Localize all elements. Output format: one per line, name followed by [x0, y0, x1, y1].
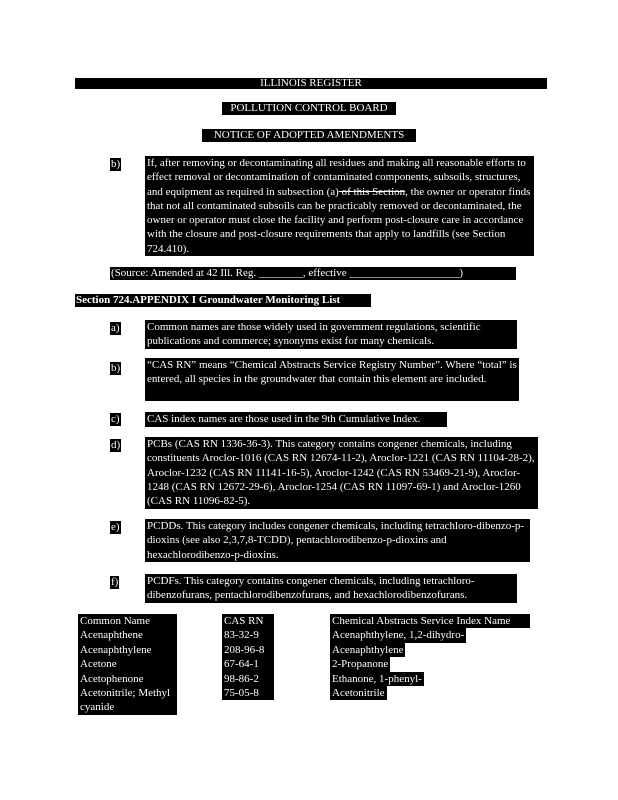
- appendix-item-e-text: PCDDs. This category includes congener chemicals, including tetrachloro-dibenzo-p-dioxins (see also 2,3,7,8-TCDD), pentachlorodibenzo-p-dioxins and hexachlorodibenzo-p-dioxins.: [145, 519, 530, 562]
- board-title-bar: [222, 102, 396, 115]
- table-column-cas-rn: [222, 614, 274, 700]
- table-cell-index-name: Acenaphthylene, 1,2-dihydro-: [332, 629, 465, 642]
- table-cell-common-name: Acetophenone: [78, 672, 177, 686]
- appendix-item-a-label: a): [111, 322, 120, 334]
- table-cell-cas-rn: 98-86-2: [222, 672, 274, 686]
- table-cell-cas-rn: 83-32-9: [222, 628, 274, 642]
- table-cell-index-name: Ethanone, 1-phenyl-: [332, 672, 422, 685]
- appendix-item-e-label: e): [111, 521, 120, 533]
- table-cell-cas-rn: 67-64-1: [222, 657, 274, 671]
- appendix-item-c-label: c): [111, 413, 120, 425]
- item-b1-text: If, after removing or decontaminating all residues and making all reasonable efforts to effect removal or decontamination of contaminated components, subsoils, structures, and equipment as required in subsection (a) of this Section, the owner or operator finds that not all contaminated subsoils can be practicably removed or decontaminated, the owner or operator must close the facility and perform post-closure care in accordance with the closure and post-closure requirements that apply to landfills (see Section 724.410).: [145, 156, 534, 256]
- source-line: (Source: Amended at 42 Ill. Reg. ________, effective ____________________): [110, 267, 516, 280]
- table-header-cas-rn: CAS RN: [222, 614, 274, 628]
- appendix-item-c-text: CAS index names are those used in the 9th Cumulative Index.: [145, 412, 447, 427]
- appendix-item-d-label: d): [111, 439, 121, 451]
- notice-title: NOTICE OF ADOPTED AMENDMENTS: [213, 129, 405, 141]
- appendix-item-b-text: “CAS RN” means “Chemical Abstracts Service Registry Number”. Where “total” is entered, all species in the groundwater that contain this element are included.: [145, 358, 519, 401]
- table-cell-cas-rn: 75-05-8: [222, 686, 274, 700]
- board-title: POLLUTION CONTROL BOARD: [230, 102, 388, 114]
- item-b1-label: b): [111, 158, 121, 170]
- register-title-bar: [75, 78, 547, 89]
- appendix-item-f-text: PCDFs. This category contains congener chemicals, including tetrachloro-dibenzofurans, pentachlorodibenzofurans, and hexachlorodibenzofurans.: [145, 574, 517, 603]
- table-header-common-name: Common Name: [78, 614, 177, 628]
- table-cell-cas-rn: 208-96-8: [222, 643, 274, 657]
- appendix-item-d-text: PCBs (CAS RN 1336-36-3). This category contains congener chemicals, including constituents Aroclor-1016 (CAS RN 12674-11-2), Aroclor-1221 (CAS RN 11104-28-2), Aroclor-1232 (CAS RN 11141-16-5), Aroclor-1242 (CAS RN 53469-21-9), Aroclor-1248 (CAS RN 12672-29-6), Aroclor-1254 (CAS RN 11097-69-1) and Aroclor-1260 (CAS RN 11096-82-5).: [145, 437, 538, 509]
- section-heading: Section 724.APPENDIX I Groundwater Monitoring List: [75, 294, 371, 307]
- struck-text: of this Section: [338, 185, 406, 198]
- notice-title-bar: [202, 129, 416, 142]
- table-column-common-name: [78, 614, 177, 715]
- register-title: ILLINOIS REGISTER: [260, 77, 362, 89]
- appendix-item-b-label: b): [111, 362, 121, 374]
- table-cell-common-name: Acetone: [78, 657, 177, 671]
- table-header-index-name: Chemical Abstracts Service Index Name: [330, 614, 530, 628]
- table-cell-common-name: Acetonitrile; Methyl cyanide: [78, 686, 177, 715]
- appendix-item-a-text: Common names are those widely used in government regulations, scientific publications and commerce; synonyms exist for many chemicals.: [145, 320, 517, 349]
- table-cell-index-name: 2-Propanone: [332, 658, 389, 671]
- table-column-index-name: [330, 614, 530, 700]
- appendix-item-f-label: f): [111, 576, 119, 588]
- table-cell-index-name: Acenaphthylene: [332, 643, 404, 656]
- table-cell-common-name: Acenaphthylene: [78, 643, 177, 657]
- table-cell-index-name: Acetonitrile: [332, 687, 385, 700]
- table-cell-common-name: Acenaphthene: [78, 628, 177, 642]
